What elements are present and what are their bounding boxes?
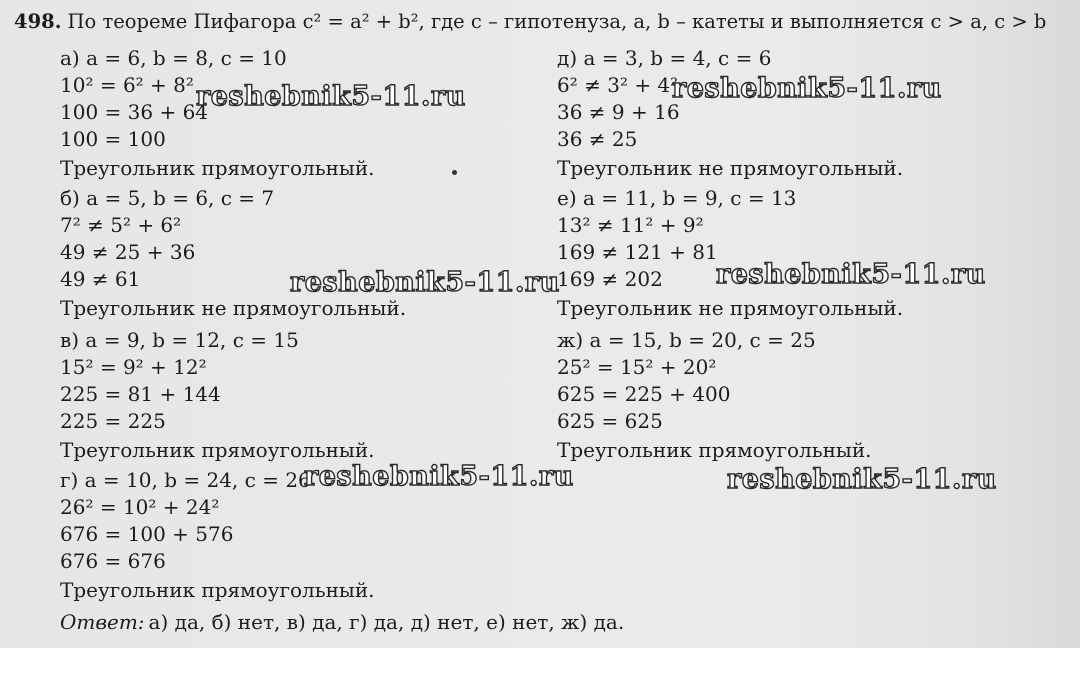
case-b-step-2: 49 ≠ 25 + 36: [60, 240, 196, 264]
case-v-result: Треугольник прямоугольный.: [60, 438, 375, 462]
case-b-step-3: 49 ≠ 61: [60, 267, 141, 291]
case-g-given: г) a = 10, b = 24, c = 26: [60, 468, 311, 492]
case-g-step-1: 26² = 10² + 24²: [60, 495, 220, 519]
watermark-6: reshebnik5-11.ru: [727, 464, 997, 495]
watermark-4: reshebnik5-11.ru: [716, 259, 986, 290]
case-zh-result: Треугольник прямоугольный.: [557, 438, 872, 462]
print-speck: [452, 170, 457, 175]
problem-number: 498.: [14, 10, 62, 33]
page-bottom-margin: [0, 648, 1080, 682]
case-a-step-3: 100 = 100: [60, 127, 166, 151]
answer-label: Ответ:: [60, 610, 145, 634]
problem-header: [14, 10, 1046, 34]
case-b-step-1: 7² ≠ 5² + 6²: [60, 213, 182, 237]
case-v-step-2: 225 = 81 + 144: [60, 382, 221, 406]
case-d-step-3: 36 ≠ 25: [557, 127, 638, 151]
problem-statement: По теореме Пифагора c² = a² + b², где c – гипотенуза, a, b – катеты и выполняется c > a, c > b: [67, 10, 1047, 33]
case-a-step-2: 100 = 36 + 64: [60, 100, 209, 124]
case-e-step-2: 169 ≠ 121 + 81: [557, 240, 718, 264]
case-a-result: Треугольник прямоугольный.: [60, 156, 375, 180]
case-g-result: Треугольник прямоугольный.: [60, 578, 375, 602]
case-zh-given: ж) a = 15, b = 20, c = 25: [557, 328, 816, 352]
case-g-step-2: 676 = 100 + 576: [60, 522, 234, 546]
case-v-given: в) a = 9, b = 12, c = 15: [60, 328, 299, 352]
case-d-given: д) a = 3, b = 4, c = 6: [557, 46, 772, 70]
watermark-3: reshebnik5-11.ru: [290, 267, 560, 298]
case-v-step-3: 225 = 225: [60, 409, 166, 433]
case-a-step-1: 10² = 6² + 8²: [60, 73, 194, 97]
case-v-step-1: 15² = 9² + 12²: [60, 355, 207, 379]
case-b-given: б) a = 5, b = 6, c = 7: [60, 186, 275, 210]
case-e-result: Треугольник не прямоугольный.: [557, 296, 904, 320]
case-b-result: Треугольник не прямоугольный.: [60, 296, 407, 320]
case-zh-step-3: 625 = 625: [557, 409, 663, 433]
case-d-result: Треугольник не прямоугольный.: [557, 156, 904, 180]
watermark-5: reshebnik5-11.ru: [304, 461, 574, 492]
case-d-step-1: 6² ≠ 3² + 4²: [557, 73, 679, 97]
watermark-1: reshebnik5-11.ru: [196, 81, 466, 112]
case-a-given: а) a = 6, b = 8, c = 10: [60, 46, 287, 70]
case-e-step-3: 169 ≠ 202: [557, 267, 663, 291]
case-zh-step-2: 625 = 225 + 400: [557, 382, 731, 406]
case-g-step-3: 676 = 676: [60, 549, 166, 573]
case-zh-step-1: 25² = 15² + 20²: [557, 355, 717, 379]
case-d-step-2: 36 ≠ 9 + 16: [557, 100, 680, 124]
answer-text: а) да, б) нет, в) да, г) да, д) нет, е) нет, ж) да.: [148, 610, 625, 634]
case-e-given: е) a = 11, b = 9, c = 13: [557, 186, 797, 210]
watermark-2: reshebnik5-11.ru: [672, 73, 942, 104]
case-e-step-1: 13² ≠ 11² + 9²: [557, 213, 704, 237]
answer-line: [60, 610, 624, 634]
